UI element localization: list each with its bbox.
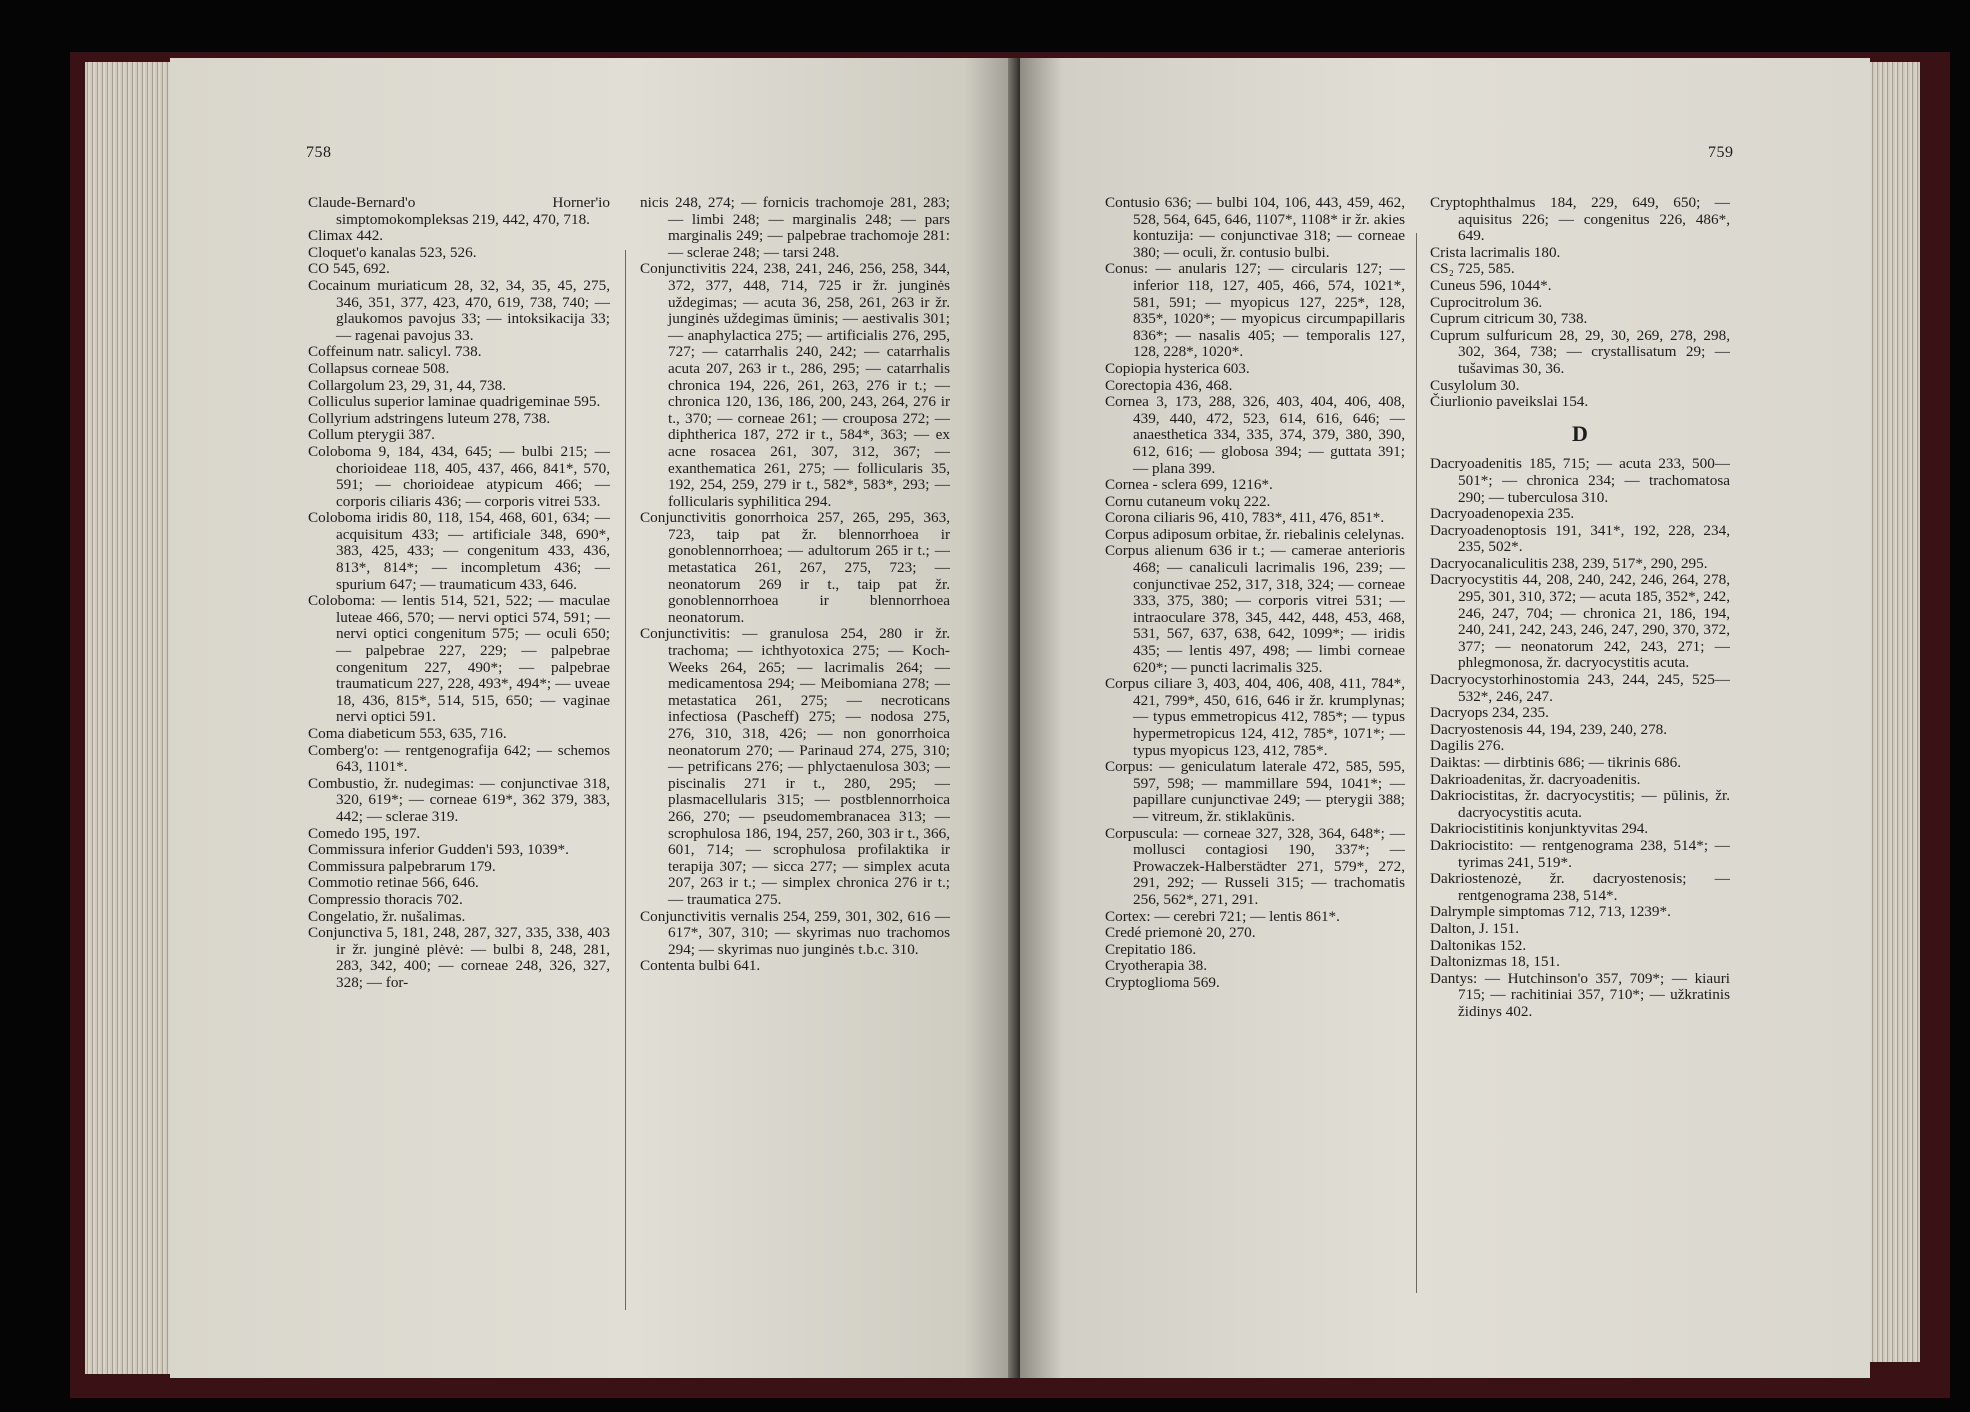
index-entry: Compressio thoracis 702. [308,890,463,908]
index-entry: Cryptophthalmus 184, 229, 649, 650; — aquisitus 226; — congenitus 226, 486*, 649. [1430,194,1730,245]
index-entry: Cuprum sulfuricum 28, 29, 30, 269, 278, 298, 302, 364, 738; — crystallisatum 29; — tušavimas 30, 36. [1430,326,1730,377]
index-entry: Dacryoadenoptosis 191, 341*, 192, 228, 234, 235, 502*. [1430,521,1730,556]
index-entry: Cryotherapia 38. [1105,957,1208,975]
index-entry: Collargolum 23, 29, 31, 44, 738. [308,376,507,394]
index-entry: Dalrymple simptomas 712, 713, 1239*. [1430,903,1671,921]
index-entry: Comberg'o: — rentgenografija 642; — schemos 643, 1101*. [308,741,610,776]
index-column-1 [308,195,610,992]
index-entry: Commissura inferior Gudden'i 593, 1039*. [308,841,569,859]
index-entry: Dakriocistitas, žr. dacryocystitis; — pūlinis, žr. dacryocystitis acuta. [1430,787,1730,821]
index-entry: Cuneus 596, 1044*. [1430,276,1552,294]
index-entry: Combustio, žr. nudegimas: — conjunctivae 318, 320, 619*; — corneae 619*, 362 379, 383, 442; — sclerae 319. [308,774,610,825]
index-entry: Cusylolum 30. [1430,376,1520,394]
index-entry: Dacryocystorhinostomia 243, 244, 245, 525—532*, 246, 247. [1430,671,1730,705]
index-entry: Cornea - sclera 699, 1216*. [1105,476,1273,494]
index-entry: Daltonizmas 18, 151. [1430,953,1560,971]
column-divider [1416,233,1417,1293]
index-entry: Corpus alienum 636 ir t.; — camerae anterioris 468; — canaliculi lacrimalis 196, 239; — conjunctivae 252, 317, 318, 324; — corneae 333, 375, 380; — corporis vitrei 531; — intraoculare 378, 345, 442, 448, 453, 468, 531, 567, 637, 638, 642, 1099*; — iridis 435; — lentis 497, 498; — limbi corneae 620*; — puncti lacrimalis 325. [1105,542,1405,676]
index-column-2 [640,195,950,975]
index-entry: Dacryoadenopexia 235. [1430,505,1575,523]
index-entry: Coma diabeticum 553, 635, 716. [308,725,507,742]
index-entry: Conjunctivitis vernalis 254, 259, 301, 302, 616 — 617*, 307, 310; — skyrimas nuo trachomos 294; — skyrimas nuo junginės t.b.c. 310. [640,907,950,958]
index-entry: Dacryocanaliculitis 238, 239, 517*, 290, 295. [1430,554,1708,572]
column-divider [625,250,626,1310]
index-entry: Contusio 636; — bulbi 104, 106, 443, 459, 462, 528, 564, 645, 646, 1107*, 1108* ir žr. akies kontuzija: — conjunctivae 318; — corneae 380; — oculi, žr. contusio bulbi. [1105,194,1405,261]
index-entry: Daltonikas 152. [1430,936,1527,954]
index-entry: Dacryoadenitis 185, 715; — acuta 233, 500—501*; — chronica 234; — trachomatosa 290; — tuberculosa 310. [1430,455,1730,506]
index-entry: Cornu cutaneum vokų 222. [1105,492,1271,510]
index-entry: Dakriocistito: — rentgenograma 238, 514*; — tyrimas 241, 519*. [1430,836,1730,871]
index-entry: Conjunctivitis gonorrhoica 257, 265, 295, 363, 723, taip pat žr. blennorrhoea ir gonoblennorrhoea; — adultorum 265 ir t.; — metastatica 261, 267, 275, 723; — neonatorum 269 ir t., taip pat žr. gonoblennorrhoea ir blennorrhoea neonatorum. [640,509,950,626]
index-entry: Cuprocitrolum 36. [1430,293,1543,311]
page-number-right: 759 [1708,144,1734,161]
index-entry: Corectopia 436, 468. [1105,376,1233,394]
index-entry: Daiktas: — dirbtinis 686; — tikrinis 686. [1430,754,1682,771]
index-entry: Commissura palpebrarum 179. [308,857,496,875]
index-entry: Crista lacrimalis 180. [1430,243,1561,261]
index-entry: Corpuscula: — corneae 327, 328, 364, 648*; — mollusci contagiosi 190, 337*; — Prowaczek-Halberstädter 271, 579*, 272, 291, 292; — Russeli 315; — trachomatis 256, 562*, 271, 291. [1105,824,1405,908]
index-entry: Credé priemonė 20, 270. [1105,924,1256,942]
page-number-left: 758 [306,144,332,161]
index-entry: Dakriostenozė, žr. dacryostenosis; — rentgenograma 238, 514*. [1430,870,1730,904]
index-entry: Conus: — anularis 127; — circularis 127; — inferior 118, 127, 405, 466, 574, 1021*, 581, 591; — myopicus 127, 225*, 128, 835*, 1020*; — myopicus circumpapillaris 836*; — nasalis 405; — temporalis 127, 128, 228*, 1020*. [1105,260,1405,361]
index-entry: Cornea 3, 173, 288, 326, 403, 404, 406, 408, 439, 440, 472, 523, 614, 616, 646; — anaesthetica 334, 335, 374, 379, 380, 390, 612, 616; — globosa 394; — guttata 391; — plana 399. [1105,393,1405,477]
index-entry: Conjunctivitis 224, 238, 241, 246, 256, 258, 344, 372, 377, 448, 714, 725 ir žr. junginės uždegimas; — acuta 36, 258, 261, 263 ir žr. junginės uždegimas ūminis; — aestivalis 301; — anaphylactica 275; — artificialis 276, 295, 727; — catarrhalis 240, 242; — catarrhalis acuta 207, 263 ir t., 286, 295; — catarrhalis chronica 194, 226, 261, 263, 276 ir t.; — chronica 120, 136, 186, 200, 243, 264, 276 ir t., 370; — corneae 261; — crouposa 272; — diphtherica 187, 272 ir t., 584*, 363; — ex acne rosacea 261, 307, 312, 367; — exanthematica 261, 275; — follicularis 35, 192, 254, 259, 279 ir t., 582*, 583*, 293; — follicularis syphilitica 294. [640,260,950,510]
index-entry: nicis 248, 274; — fornicis trachomoje 281, 283; — limbi 248; — marginalis 248; — pars marginalis 249; — palpebrae trachomoje 281: — sclerae 248; — tarsi 248. [640,194,950,261]
index-entry: Conjunctiva 5, 181, 248, 287, 327, 335, 338, 403 ir žr. junginė plėvė: — bulbi 8, 248, 281, 283, 342, 400; — corneae 248, 326, 327, 328; — for- [308,924,610,991]
index-entry: Dakriocistitinis konjunktyvitas 294. [1430,820,1649,838]
index-entry: Contenta bulbi 641. [640,957,761,975]
index-entry: Collum pterygii 387. [308,426,435,444]
index-entry: Collyrium adstringens luteum 278, 738. [308,409,551,427]
index-entry: Coloboma 9, 184, 434, 645; — bulbi 215; — chorioideae 118, 405, 437, 466, 841*, 570, 591; — chorioideae atypicum 466; — corporis ciliaris 436; — corporis vitrei 533. [308,442,610,510]
index-entry: Dacryops 234, 235. [1430,704,1549,722]
index-entry: Cloquet'o kanalas 523, 526. [308,243,477,261]
index-entry: Cortex: — cerebri 721; — lentis 861*. [1105,907,1340,925]
index-entry: Claude-Bernard'o Horner'io simptomokompleksas 219, 442, 470, 718. [308,194,610,228]
index-entry: CO 545, 692. [308,260,390,278]
index-entry: Conjunctivitis: — granulosa 254, 280 ir žr. trachoma; — ichthyotoxica 275; — Koch-Weeks 264, 265; — lacrimalis 264; — medicamentosa 294; — Meibomiana 278; — metastatica 261, 275; — necroticans infectiosa (Pascheff) 275; — nodosa 275, 276, 310, 318, 426; — non gonorrhoica neonatorum 270; — Parinaud 274, 275, 310; — petrificans 276; — phlyctaenulosa 303; — piscinalis 271 ir t., 280, 295; — plasmacellularis 315; — postblennorrhoica 266, 270; — pseudomembranacea 313; — scrophulosa 186, 194, 257, 260, 303 ir t., 366, 601, 714; — scrophulosa profilaktika ir terapija 307; — sicca 277; — simplex acuta 207, 263 ir t.; — simplex chronica 276 ir t.; — traumatica 275. [640,625,950,908]
index-entry: Climax 442. [308,227,384,245]
index-entry: Collapsus corneae 508. [308,359,450,377]
index-entry: Corona ciliaris 96, 410, 783*, 411, 476, 851*. [1105,509,1385,527]
index-entry: Dacryocystitis 44, 208, 240, 242, 246, 264, 278, 295, 301, 310, 372; — acuta 185, 352*, 242, 246, 247, 704; — chronica 21, 186, 194, 240, 241, 242, 243, 246, 247, 290, 370, 372, 377; — neonatorum 242, 243, 271; — phlegmonosa, žr. dacryocystitis acuta. [1430,571,1730,672]
index-entry: Corpus: — geniculatum laterale 472, 585, 595, 597, 598; — mammillare 594, 1041*; — papillare cunjunctivae 249; — pterygii 388; — vitreum, žr. stiklakūnis. [1105,758,1405,825]
index-entry: Coloboma: — lentis 514, 521, 522; — maculae luteae 466, 570; — nervi optici 574, 591; — nervi optici congenitum 575; — oculi 650; — palpebrae 227, 229; — palpebrae congenitum 227, 490*; — palpebrae traumaticum 227, 228, 493*, 494*; — uveae 18, 436, 815*, 514, 515, 650; — vaginae nervi optici 591. [308,592,610,726]
index-entry: Coffeinum natr. salicyl. 738. [308,343,482,361]
index-entry: CS₂ 725, 585. [1430,260,1515,278]
index-entry: Dantys: — Hutchinson'o 357, 709*; — kiauri 715; — rachitiniai 357, 710*; — užkratinis židinys 402. [1430,969,1730,1020]
left-page [170,58,1015,1378]
index-entry: Congelatio, žr. nušalimas. [308,907,466,925]
index-entry: Cocainum muriaticum 28, 32, 34, 35, 45, 275, 346, 351, 377, 423, 470, 619, 738, 740; — glaukomos pavojus 33; — intoksikacija 33; — ragenai pavojus 33. [308,276,610,344]
index-entry: Corpus adiposum orbitae, žr. riebalinis celelynas. [1105,525,1405,543]
index-entry: Cryptoglioma 569. [1105,973,1220,991]
right-page [1020,58,1870,1378]
section-heading: D [1572,420,1588,446]
index-column-3 [1105,195,1405,992]
index-entry: Colliculus superior laminae quadrigeminae 595. [308,393,601,411]
index-entry: Dakrioadenitas, žr. dacryoadenitis. [1430,770,1641,788]
index-entry: Dagilis 276. [1430,737,1505,755]
index-entry: Corpus ciliare 3, 403, 404, 406, 408, 411, 784*, 421, 799*, 450, 616, 646 ir žr. krumplynas; — typus emmetropicus 412, 785*; — typus hypermetropicus 124, 412, 785*, 1071*; — typus myopicus 123, 412, 785*. [1105,675,1405,759]
index-entry: Čiurlionio paveikslai 154. [1430,393,1589,411]
index-entry: Cuprum citricum 30, 738. [1430,310,1588,328]
index-entry: Dalton, J. 151. [1430,919,1520,937]
index-entry: Copiopia hysterica 603. [1105,359,1250,377]
index-entry: Dacryostenosis 44, 194, 239, 240, 278. [1430,720,1668,738]
index-entry: Coloboma iridis 80, 118, 154, 468, 601, 634; — acquisitum 433; — artificiale 348, 690*, 383, 425, 433; — congenitum 433, 436, 813*, 814*; — incompletum 436; — spurium 647; — traumaticum 433, 646. [308,509,610,593]
index-column-4 [1430,195,1730,1021]
index-entry: Comedo 195, 197. [308,824,421,842]
index-entry: Commotio retinae 566, 646. [308,874,479,892]
index-entry: Crepitatio 186. [1105,940,1197,958]
